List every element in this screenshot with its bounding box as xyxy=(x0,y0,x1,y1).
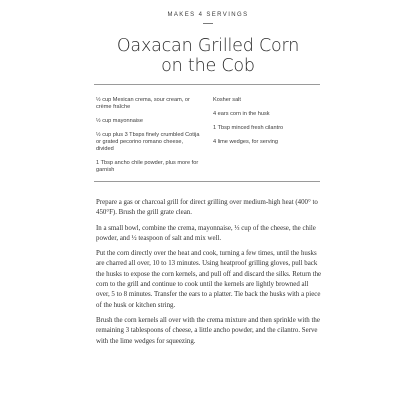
ingredient-item: ½ cup plus 3 Tbsps finely crumbled Cotija or grated pecorino romano cheese, divided xyxy=(96,132,200,152)
ingredients-top-divider xyxy=(94,84,320,85)
ingredients-bottom-divider xyxy=(94,181,320,182)
ingredient-item: 4 ears corn in the husk xyxy=(213,111,270,117)
ingredient-item: 1 Tbsp minced fresh cilantro xyxy=(213,125,284,131)
method-step: In a small bowl, combine the crema, mayonnaise, ⅓ cup of the cheese, the chile powder, and ½ teaspoon of salt and mix well. xyxy=(96,224,316,242)
method-step: Put the corn directly over the heat and cook, turning a few times, until the husks are charred all over, 10 to 13 minutes. Using heatproof grilling gloves, pull back the husks to expose the corn kernels, and pull off and discard the silks. Return the corn to the grill and continue to cook until the kernels are lightly browned all over, 5 to 8 minutes. Transfer the ears to a platter. Tie back the husks with a piece of the husk or kitchen string. xyxy=(96,250,322,309)
recipe-title-line-1: Oaxacan Grilled Corn xyxy=(116,36,300,56)
ingredients-column-left xyxy=(96,97,200,181)
method-steps xyxy=(96,198,322,352)
servings-divider xyxy=(203,23,213,24)
recipe-title xyxy=(0,36,416,76)
ingredient-item: Kosher salt xyxy=(213,97,241,103)
ingredient-item: ½ cup Mexican crema, sour cream, or crème fraîche xyxy=(96,97,190,110)
method-step: Brush the corn kernels all over with the crema mixture and then sprinkle with the remaining 3 tablespoons of cheese, a little ancho powder, and the cilantro. Serve with the lime wedges for squeezing. xyxy=(96,316,320,345)
recipe-title-line-2: on the Cob xyxy=(161,56,255,76)
ingredients-column-right xyxy=(213,97,317,153)
ingredient-item: ½ cup mayonnaise xyxy=(96,118,143,124)
ingredient-item: 4 lime wedges, for serving xyxy=(213,139,278,145)
servings-label: MAKES 4 SERVINGS xyxy=(167,12,249,18)
ingredient-item: 1 Tbsp ancho chile powder, plus more for garnish xyxy=(96,160,199,173)
method-step: Prepare a gas or charcoal grill for direct grilling over medium-high heat (400° to 450°F). Brush the grill grate clean. xyxy=(96,199,318,217)
